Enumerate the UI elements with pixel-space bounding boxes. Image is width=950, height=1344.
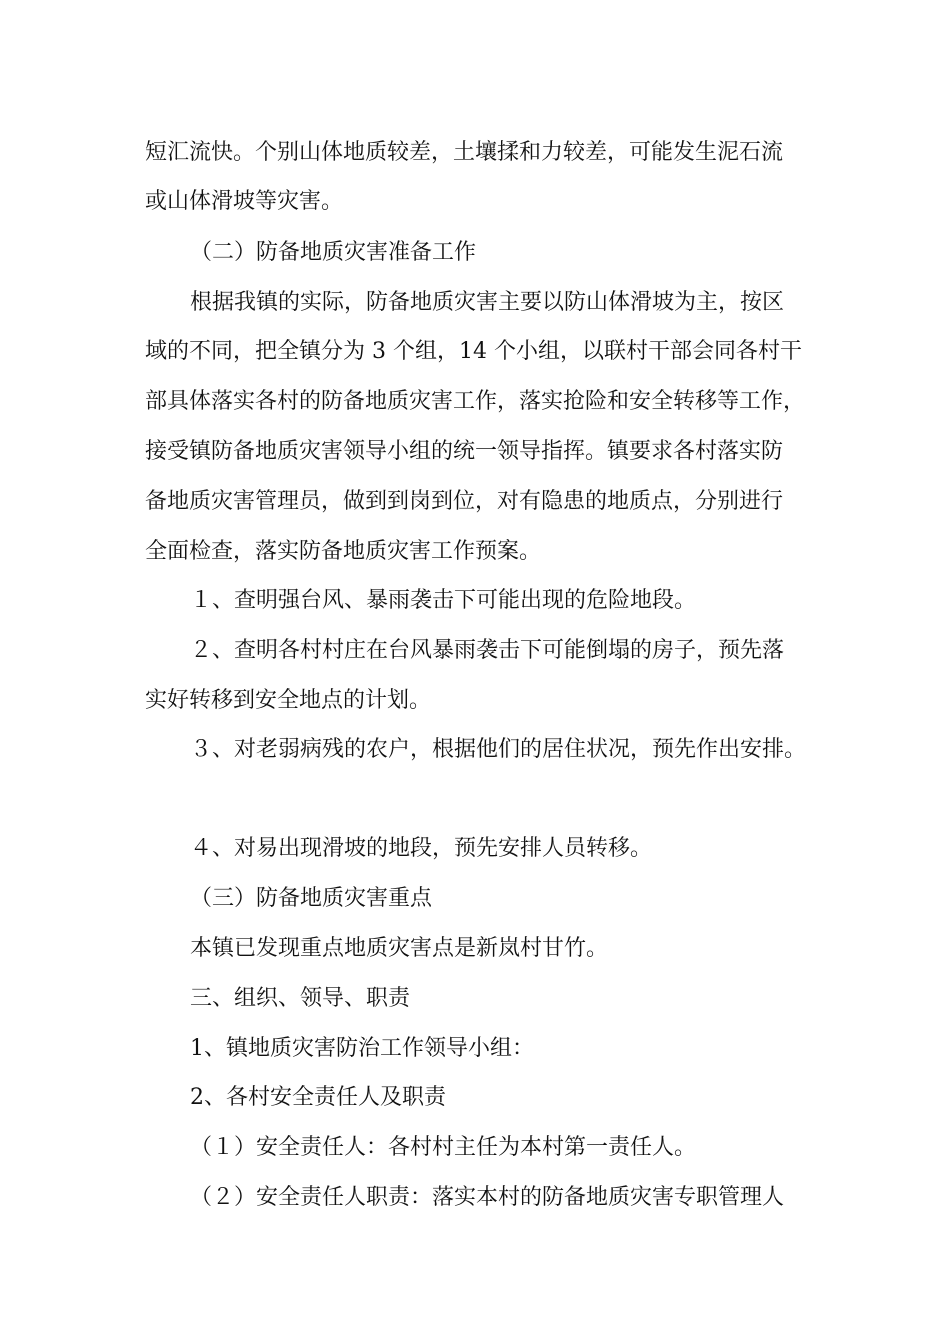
list-item: 1、镇地质灾害防治工作领导小组： — [190, 1036, 534, 1061]
list-item: ３、对老弱病残的农户，根据他们的居住状况，预先作出安排。 — [190, 737, 807, 762]
section-heading: 三、组织、领导、职责 — [190, 986, 411, 1011]
paragraph-line: 备地质灾害管理员，做到到岗到位，对有隐患的地质点，分别进行 — [145, 489, 784, 514]
section-heading: （三）防备地质灾害重点 — [190, 886, 433, 911]
list-item: ２、查明各村村庄在台风暴雨袭击下可能倒塌的房子，预先落 — [190, 638, 785, 663]
paragraph-line: 接受镇防备地质灾害领导小组的统一领导指挥。镇要求各村落实防 — [145, 439, 784, 464]
paragraph-line: 短汇流快。个别山体地质较差，土壤揉和力较差，可能发生泥石流 — [145, 140, 784, 165]
paragraph-line: 根据我镇的实际，防备地质灾害主要以防山体滑坡为主，按区 — [190, 290, 785, 315]
list-item: ４、对易出现滑坡的地段，预先安排人员转移。 — [190, 836, 653, 861]
list-item: （２）安全责任人职责：落实本村的防备地质灾害专职管理人 — [190, 1185, 785, 1210]
paragraph-line: 全面检查，落实防备地质灾害工作预案。 — [145, 539, 542, 564]
paragraph-line: 本镇已发现重点地质灾害点是新岚村甘竹。 — [190, 936, 609, 961]
list-item: （１）安全责任人：各村村主任为本村第一责任人。 — [190, 1135, 697, 1160]
paragraph-line: 部具体落实各村的防备地质灾害工作，落实抢险和安全转移等工作， — [145, 389, 806, 414]
list-item: １、查明强台风、暴雨袭击下可能出现的危险地段。 — [190, 588, 697, 613]
paragraph-line: 实好转移到安全地点的计划。 — [145, 688, 432, 713]
section-heading: （二）防备地质灾害准备工作 — [190, 240, 477, 265]
list-item: 2、各村安全责任人及职责 — [190, 1085, 446, 1110]
paragraph-line: 域的不同，把全镇分为 3 个组，14 个小组，以联村干部会同各村干 — [145, 339, 802, 364]
paragraph-line: 或山体滑坡等灾害。 — [145, 189, 344, 214]
